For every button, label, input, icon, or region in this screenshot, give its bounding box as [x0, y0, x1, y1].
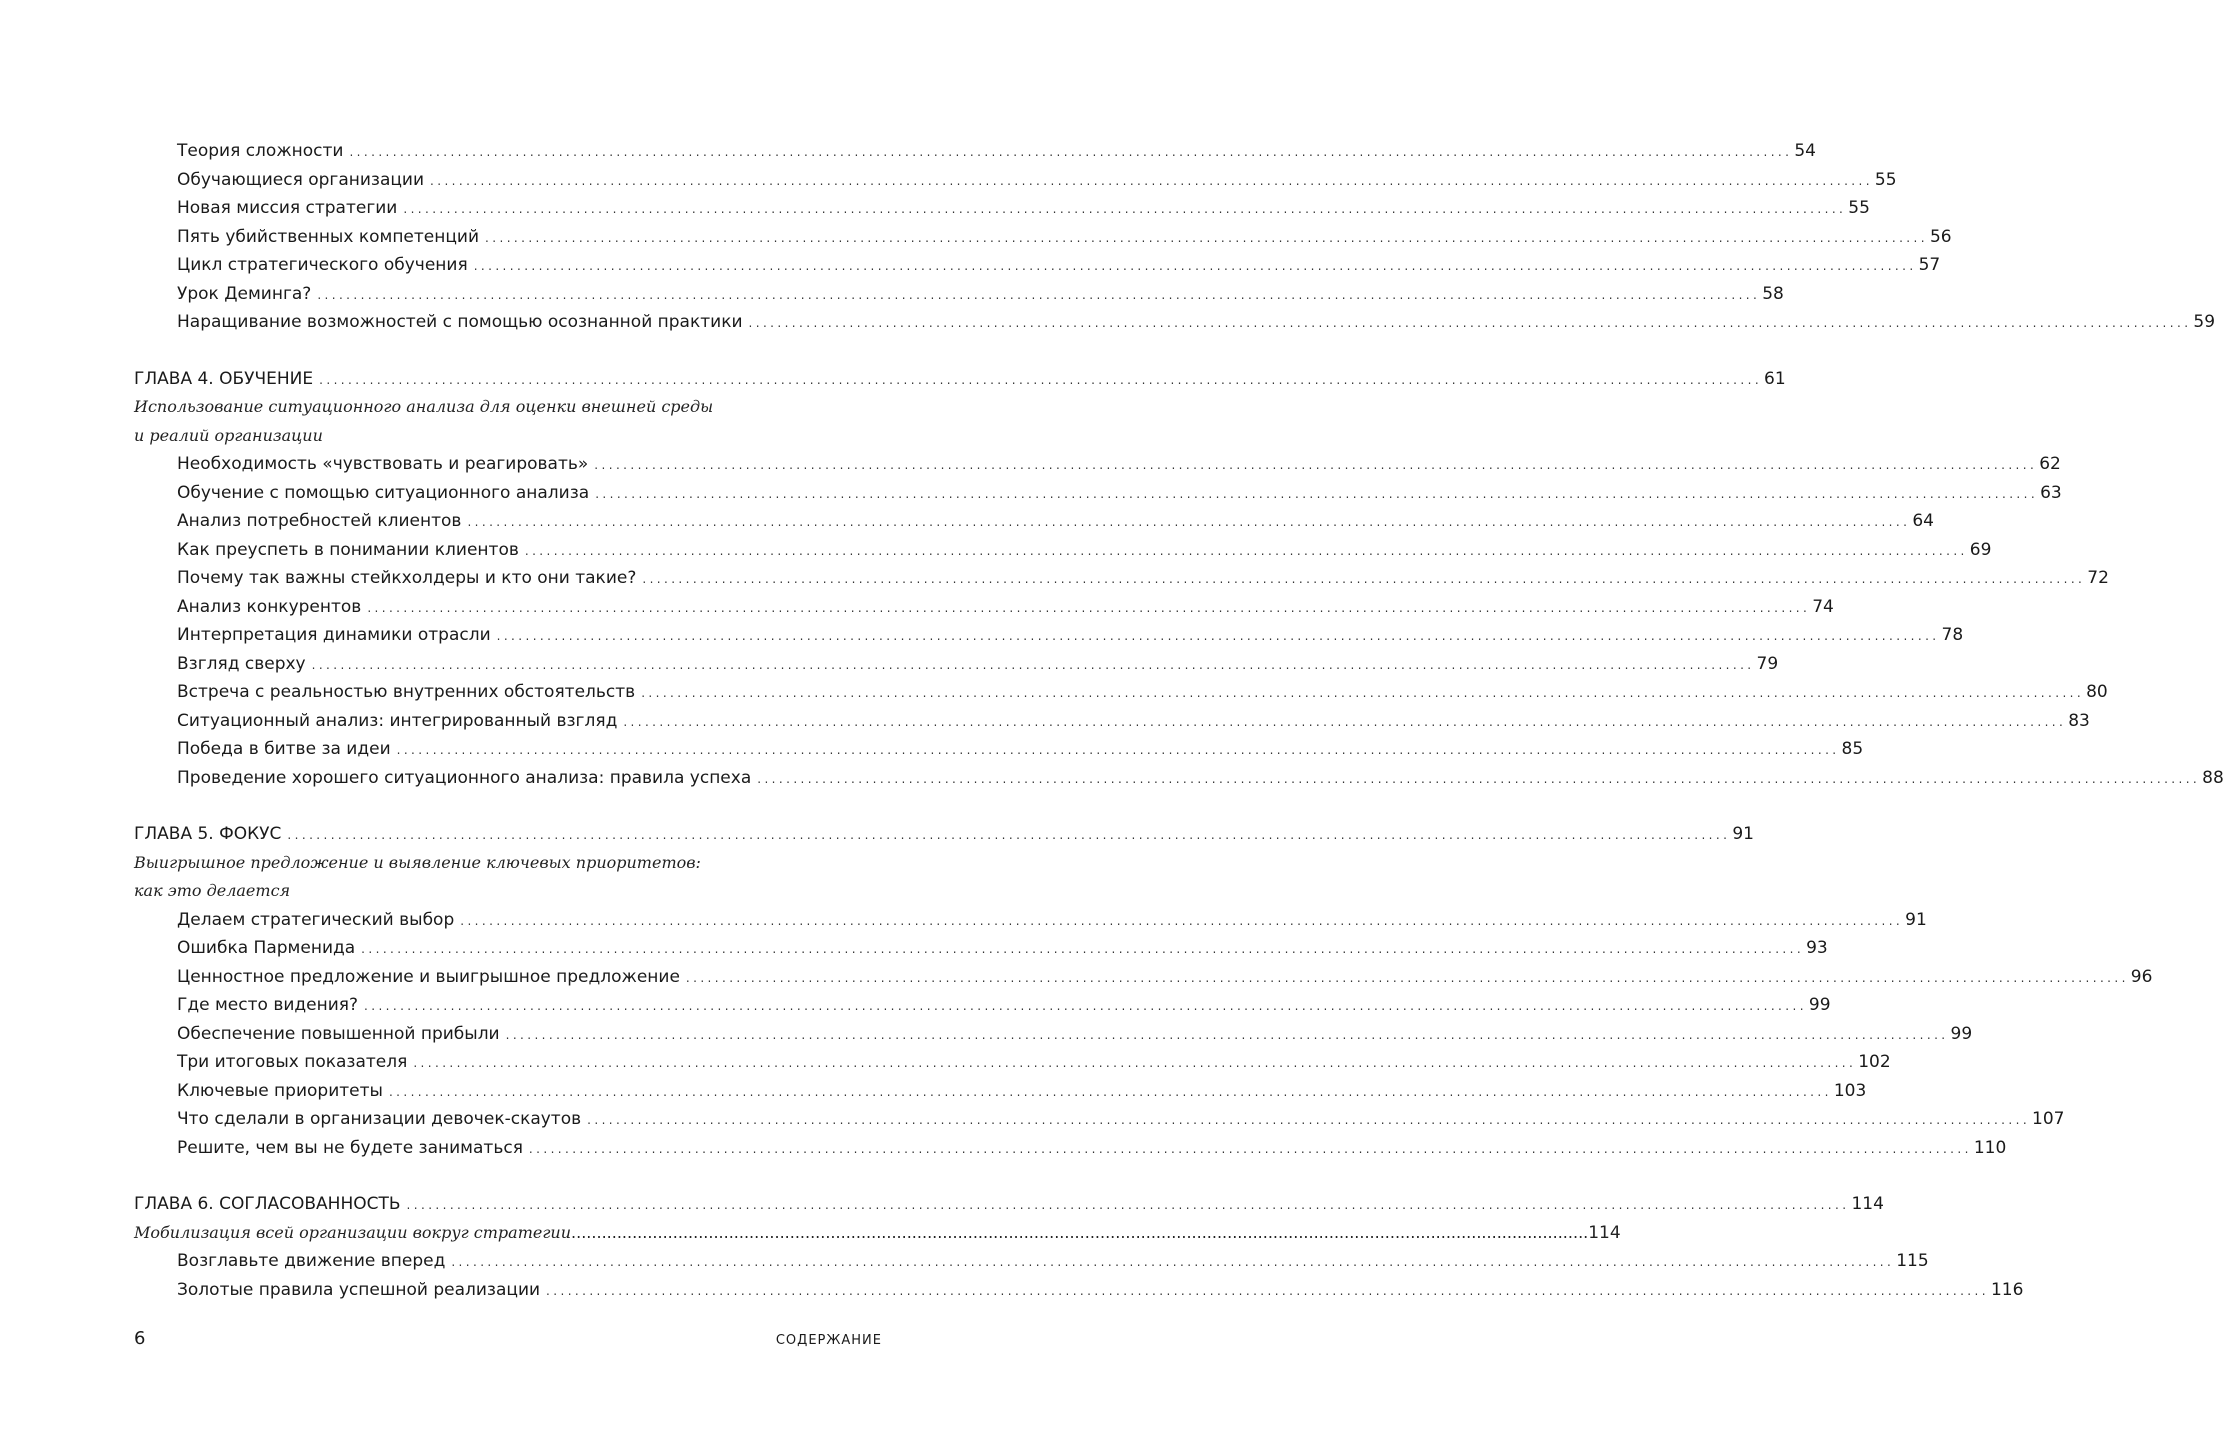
toc-entry-title: Урок Деминга?: [177, 283, 312, 304]
leader-dots: ........................................................................................................................................................................................................: [317, 287, 1761, 302]
toc-entry-title: Наращивание возможностей с помощью осознанной практики: [177, 312, 743, 332]
toc-entry: [0, 764, 2224, 793]
chapter-title: ГЛАВА 4. ОБУЧЕНИЕ: [134, 368, 314, 389]
leader-dots: ........................................................................................................................................................................................................: [473, 259, 1917, 273]
chapter-title: ГЛАВА 5. ФОКУС: [134, 824, 282, 844]
leader-dots: ........................................................................................................................................................................................................: [349, 145, 1793, 159]
toc-entry-page: 107: [2032, 1109, 2065, 1129]
toc-entry-page: 99: [1808, 995, 1831, 1015]
leader-dots: ........................................................................................................................................................................................................: [406, 1198, 1850, 1212]
leader-dots: ........................................................................................................................................................................................................: [361, 942, 1805, 956]
toc-entry-page: 63: [2040, 482, 2062, 503]
toc-entry-page: 57: [1918, 255, 1941, 275]
toc-entry-title: Возглавьте движение вперед: [177, 1251, 446, 1271]
toc-entry: [0, 650, 1779, 679]
chapter-page: 91: [1732, 824, 1754, 844]
toc-entry-title: Необходимость «чувствовать и реагировать»: [177, 454, 589, 474]
leader-dots: ........................................................................................................................................................................................................: [571, 1222, 1589, 1242]
leader-dots: ........................................................................................................................................................................................................: [364, 999, 1807, 1013]
chapter-heading: [0, 365, 1786, 394]
toc-entry-title: Анализ потребностей клиентов: [177, 511, 462, 531]
leader-dots: ........................................................................................................................................................................................................: [311, 657, 1755, 672]
toc-entry-title: Пять убийственных компетенций: [177, 226, 480, 247]
toc-entry: [0, 1105, 2065, 1134]
toc-entry-title: Как преуспеть в понимании клиентов: [177, 539, 519, 560]
chapter-title: ГЛАВА 6. СОГЛАСОВАННОСТЬ: [134, 1194, 401, 1214]
toc-entry-title: Ошибка Парменида: [177, 938, 356, 958]
toc-entry: [0, 934, 1828, 963]
chapter-5-section: [0, 820, 2153, 1162]
toc-entry-title: Ситуационный анализ: интегрированный взгляд: [177, 710, 618, 731]
toc-entry-page: 88: [2202, 767, 2224, 788]
page-number: 6: [134, 1328, 146, 1349]
leader-dots: ........................................................................................................................................................................................................: [748, 316, 2192, 330]
toc-entry-title: Обучение с помощью ситуационного анализа: [177, 482, 590, 503]
toc-entry-page: 85: [1841, 739, 1864, 759]
toc-entry-title: Три итоговых показателя: [177, 1052, 408, 1072]
chapter-heading: [0, 820, 1754, 849]
leader-dots: ........................................................................................................................................................................................................: [595, 486, 2039, 501]
toc-entry-page: 116: [1990, 1279, 2024, 1300]
toc-entry-page: 74: [1812, 596, 1834, 617]
leader-dots: ........................................................................................................................................................................................................: [403, 202, 1847, 216]
toc-entry-title: Ценностное предложение и выигрышное предложение: [177, 966, 680, 987]
chapter-subtitle: и реалий организации: [134, 425, 323, 445]
toc-entry-title: Интерпретация динамики отрасли: [177, 625, 491, 645]
running-title: СОДЕРЖАНИЕ: [775, 1333, 882, 1348]
toc-entry: [0, 1048, 1891, 1077]
leader-dots: ........................................................................................................................................................................................................: [528, 1141, 1972, 1156]
toc-entry-page: 91: [1905, 909, 1927, 930]
chapter-6-section: [0, 1190, 2024, 1304]
toc-entry-title: Где место видения?: [177, 995, 359, 1015]
toc-entry: [0, 707, 2090, 736]
toc-entry-page: 58: [1762, 283, 1784, 304]
toc-entry: [0, 280, 1784, 309]
toc-entry-title: Победа в битве за идеи: [177, 739, 391, 759]
leader-dots: ........................................................................................................................................................................................................: [451, 1255, 1895, 1269]
leader-dots: ........................................................................................................................................................................................................: [623, 714, 2067, 729]
toc-entry: [0, 450, 2061, 479]
toc-entry-title: Обучающиеся организации: [177, 169, 425, 190]
toc-entry-title: Встреча с реальностью внутренних обстоятельств: [177, 682, 636, 702]
chapter-subtitle-page: 114: [1588, 1222, 1621, 1243]
toc-entry: [0, 1276, 2024, 1305]
chapter-page: 61: [1764, 368, 1786, 389]
toc-entry-page: 59: [2193, 312, 2216, 332]
toc-entry-page: 55: [1874, 169, 1897, 190]
toc-entry-page: 54: [1794, 141, 1816, 161]
toc-entry-title: Обеспечение повышенной прибыли: [177, 1023, 500, 1044]
toc-entry-title: Делаем стратегический выбор: [177, 909, 455, 930]
toc-entry-title: Золотые правила успешной реализации: [177, 1279, 541, 1300]
toc-entry-page: 62: [2039, 454, 2061, 474]
leader-dots: ........................................................................................................................................................................................................: [546, 1283, 1989, 1298]
chapter-subtitle: Использование ситуационного анализа для оценки внешней среды: [134, 397, 714, 416]
toc-entry: [0, 564, 2109, 593]
toc-entry-title: Проведение хорошего ситуационного анализа: правила успеха: [177, 767, 752, 788]
toc-entry-page: 55: [1848, 198, 1870, 218]
leader-dots: ........................................................................................................................................................................................................: [413, 1056, 1857, 1070]
leader-dots: ........................................................................................................................................................................................................: [642, 572, 2086, 586]
leader-dots: ........................................................................................................................................................................................................: [460, 913, 1904, 928]
toc-entry-title: Почему так важны стейкхолдеры и кто они такие?: [177, 568, 637, 588]
top-entries-list: [0, 137, 2216, 337]
leader-dots: ........................................................................................................................................................................................................: [388, 1084, 1832, 1099]
toc-entry-page: 72: [2087, 568, 2109, 588]
toc-entry-page: 103: [1833, 1080, 1867, 1101]
toc-entry: [0, 479, 2062, 508]
toc-entry: [0, 536, 1992, 565]
leader-dots: ........................................................................................................................................................................................................: [496, 629, 1940, 643]
toc-entry: [0, 194, 1870, 223]
chapter-4-section: [0, 365, 2224, 793]
leader-dots: ........................................................................................................................................................................................................: [319, 372, 1763, 387]
toc-entry-title: Анализ конкурентов: [177, 596, 362, 617]
leader-dots: ........................................................................................................................................................................................................: [467, 515, 1911, 529]
leader-dots: ........................................................................................................................................................................................................: [396, 743, 1840, 757]
toc-entry-page: 78: [1941, 625, 1964, 645]
toc-entry: [0, 621, 1964, 650]
leader-dots: ........................................................................................................................................................................................................: [505, 1027, 1949, 1042]
toc-entry: [0, 251, 1941, 280]
leader-dots: ........................................................................................................................................................................................................: [367, 600, 1811, 615]
toc-entry-page: 96: [2130, 966, 2153, 987]
toc-entry-page: 110: [1973, 1137, 2007, 1158]
leader-dots: ........................................................................................................................................................................................................: [287, 828, 1731, 842]
chapter-subtitle: [0, 1219, 1621, 1248]
chapter-subtitle: Выигрышное предложение и выявление ключевых приоритетов:: [134, 852, 701, 872]
toc-entry-title: Цикл стратегического обучения: [177, 255, 468, 275]
leader-dots: ........................................................................................................................................................................................................: [524, 543, 1968, 558]
chapter-page: 114: [1851, 1194, 1884, 1214]
toc-entry-page: 99: [1950, 1023, 1973, 1044]
toc-entry-page: 56: [1929, 226, 1952, 247]
leader-dots: ........................................................................................................................................................................................................: [594, 458, 2038, 472]
toc-entry: [0, 137, 1816, 166]
toc-entry-title: Ключевые приоритеты: [177, 1080, 383, 1101]
leader-dots: ........................................................................................................................................................................................................: [485, 230, 1928, 245]
chapter-subtitle: как это делается: [134, 881, 291, 900]
leader-dots: ........................................................................................................................................................................................................: [430, 173, 1873, 188]
toc-entry-title: Решите, чем вы не будете заниматься: [177, 1137, 523, 1158]
toc-entry-page: 93: [1806, 938, 1828, 958]
toc-entry-title: Теория сложности: [177, 141, 344, 161]
chapter-subtitle-text: Мобилизация всей организации вокруг стратегии: [134, 1222, 572, 1242]
toc-entry: [0, 991, 1831, 1020]
toc-entry-title: Что сделали в организации девочек-скаутов: [177, 1109, 582, 1129]
toc-entry: [0, 906, 1927, 935]
toc-entry-page: 83: [2068, 710, 2090, 731]
leader-dots: ........................................................................................................................................................................................................: [757, 771, 2201, 786]
toc-entry: [0, 735, 1864, 764]
toc-entry-title: Новая миссия стратегии: [177, 198, 398, 218]
leader-dots: ........................................................................................................................................................................................................: [587, 1113, 2031, 1127]
toc-entry: [0, 678, 2108, 707]
toc-entry: [0, 1247, 1929, 1276]
toc-entry: [0, 308, 2216, 337]
toc-entry-page: 69: [1969, 539, 1992, 560]
toc-entry-page: 102: [1858, 1052, 1891, 1072]
toc-entry: [0, 1134, 2007, 1163]
toc-entry: [0, 1020, 1973, 1049]
toc-entry: [0, 507, 1934, 536]
toc-entry-page: 80: [2086, 682, 2108, 702]
chapter-heading: [0, 1190, 1884, 1219]
toc-entry-title: Взгляд сверху: [177, 653, 306, 674]
table-of-contents: [0, 137, 2224, 1304]
toc-entry: [0, 166, 1897, 195]
toc-entry: [0, 1077, 1867, 1106]
toc-entry: [0, 963, 2153, 992]
toc-entry-page: 115: [1896, 1251, 1929, 1271]
toc-entry: [0, 223, 1952, 252]
toc-entry-page: 79: [1756, 653, 1779, 674]
toc-entry: [0, 593, 1834, 622]
leader-dots: ........................................................................................................................................................................................................: [685, 970, 2129, 985]
toc-entry-page: 64: [1912, 511, 1934, 531]
leader-dots: ........................................................................................................................................................................................................: [641, 686, 2085, 700]
